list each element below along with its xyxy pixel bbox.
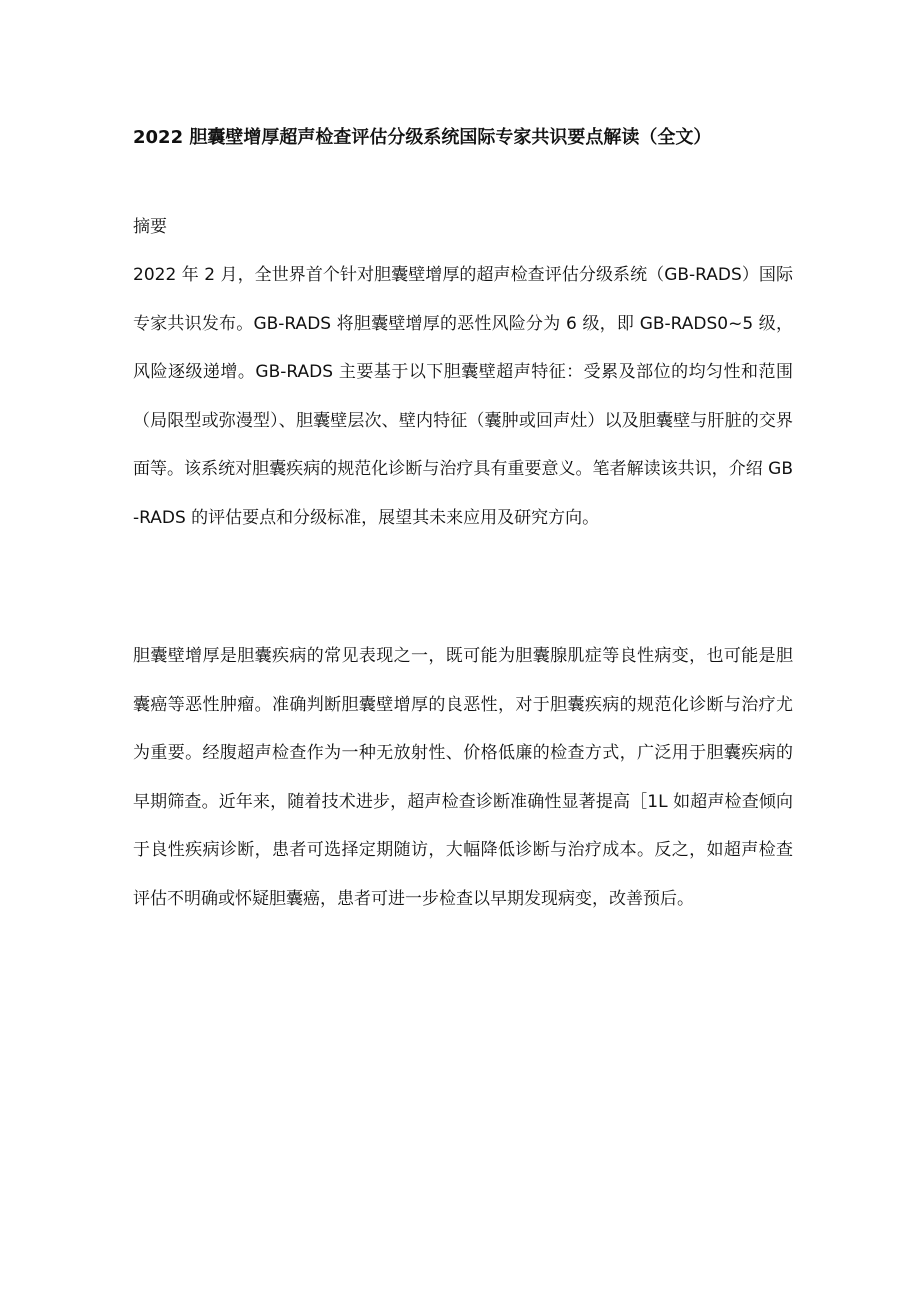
abstract-paragraph: 2022 年 2 月，全世界首个针对胆囊壁增厚的超声检查评估分级系统（GB-RADS）国际专家共识发布。GB-RADS 将胆囊壁增厚的恶性风险分为 6 级，即 GB-RADS0~5 级，风险逐级递增。GB-RADS 主要基于以下胆囊壁超声特征：受累及部位的均匀性和范围（局限型或弥漫型）、胆囊壁层次、壁内特征（囊肿或回声灶）以及胆囊壁与肝脏的交界面等。该系统对胆囊疾病的规范化诊断与治疗具有重要意义。笔者解读该共识，介绍 GB-RADS 的评估要点和分级标准，展望其未来应用及研究方向。 (133, 265, 793, 528)
document-title: 2022 胆囊壁增厚超声检查评估分级系统国际专家共识要点解读（全文） (133, 127, 712, 148)
abstract-heading: 摘要 (133, 217, 167, 237)
body-paragraph: 胆囊壁增厚是胆囊疾病的常见表现之一，既可能为胆囊腺肌症等良性病变，也可能是胆囊癌等恶性肿瘤。准确判断胆囊壁增厚的良恶性，对于胆囊疾病的规范化诊断与治疗尤为重要。经腹超声检查作为一种无放射性、价格低廉的检查方式，广泛用于胆囊疾病的早期筛查。近年来，随着技术进步，超声检查诊断准确性显著提高［1L 如超声检查倾向于良性疾病诊断，患者可选择定期随访，大幅降低诊断与治疗成本。反之，如超声检查评估不明确或怀疑胆囊癌，患者可进一步检查以早期发现病变，改善预后。 (133, 646, 793, 909)
